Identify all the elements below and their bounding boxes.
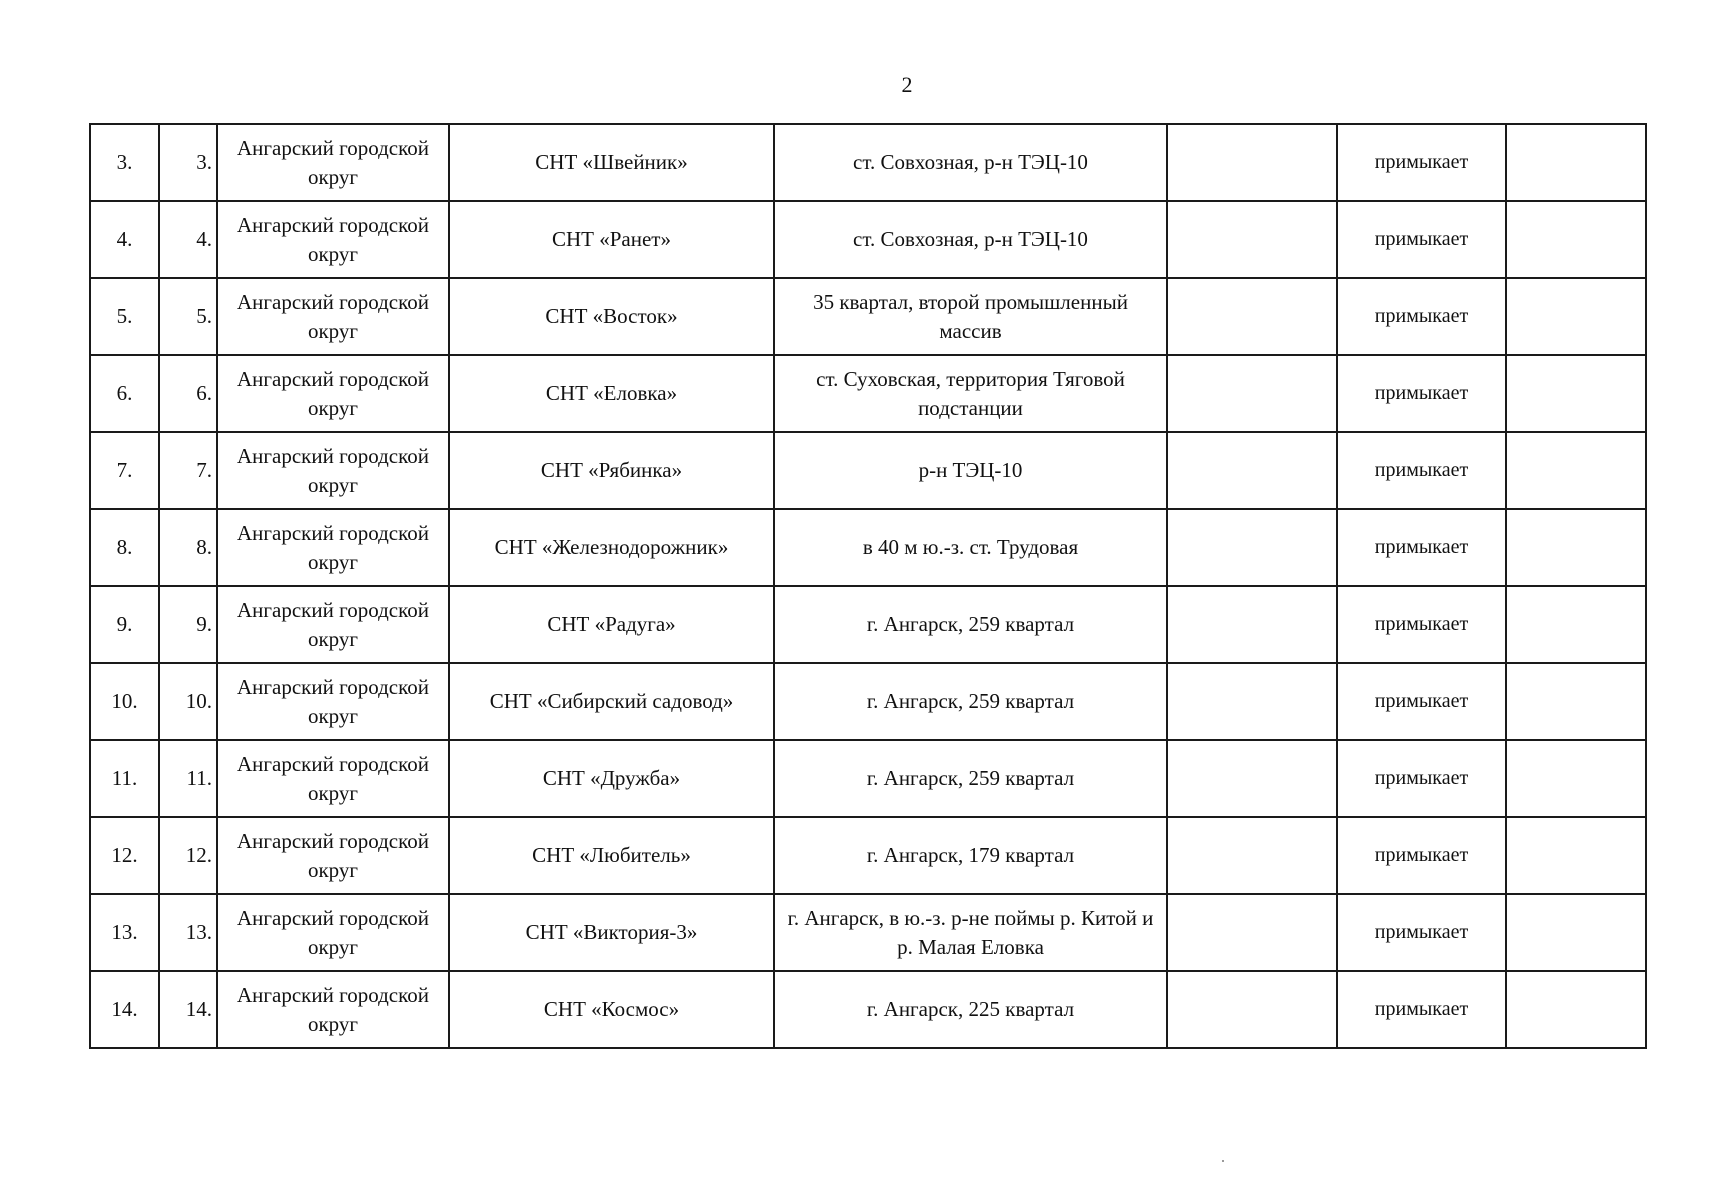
status-cell: примыкает <box>1337 663 1506 740</box>
empty-cell <box>1167 817 1337 894</box>
location-cell: 35 квартал, второй промышленный массив <box>774 278 1167 355</box>
row-index-cell: 12. <box>90 817 159 894</box>
note-cell <box>1506 124 1646 201</box>
district-cell: Ангарский городской округ <box>217 509 449 586</box>
location-cell: г. Ангарск, 259 квартал <box>774 586 1167 663</box>
row-subindex-cell: 14. <box>159 971 217 1048</box>
location-cell: г. Ангарск, 259 квартал <box>774 740 1167 817</box>
row-subindex-cell: 5. <box>159 278 217 355</box>
district-cell: Ангарский городской округ <box>217 817 449 894</box>
table-row <box>90 817 1646 894</box>
row-index-cell: 4. <box>90 201 159 278</box>
note-cell <box>1506 201 1646 278</box>
location-cell: ст. Совхозная, р-н ТЭЦ-10 <box>774 124 1167 201</box>
page-number: 2 <box>901 72 913 97</box>
row-subindex-cell: 9. <box>159 586 217 663</box>
status-cell: примыкает <box>1337 355 1506 432</box>
organization-name-cell: СНТ «Железнодорожник» <box>449 509 774 586</box>
scan-speck <box>1222 1160 1224 1162</box>
table-row <box>90 663 1646 740</box>
location-cell: г. Ангарск, 259 квартал <box>774 663 1167 740</box>
status-cell: примыкает <box>1337 509 1506 586</box>
empty-cell <box>1167 201 1337 278</box>
location-cell: р-н ТЭЦ-10 <box>774 432 1167 509</box>
organization-name-cell: СНТ «Еловка» <box>449 355 774 432</box>
location-cell: ст. Совхозная, р-н ТЭЦ-10 <box>774 201 1167 278</box>
empty-cell <box>1167 663 1337 740</box>
note-cell <box>1506 509 1646 586</box>
empty-cell <box>1167 740 1337 817</box>
row-index-cell: 9. <box>90 586 159 663</box>
organization-name-cell: СНТ «Швейник» <box>449 124 774 201</box>
status-cell: примыкает <box>1337 971 1506 1048</box>
status-cell: примыкает <box>1337 201 1506 278</box>
district-cell: Ангарский городской округ <box>217 971 449 1048</box>
note-cell <box>1506 663 1646 740</box>
status-cell: примыкает <box>1337 586 1506 663</box>
row-index-cell: 10. <box>90 663 159 740</box>
district-cell: Ангарский городской округ <box>217 124 449 201</box>
table-row <box>90 355 1646 432</box>
row-subindex-cell: 13. <box>159 894 217 971</box>
row-index-cell: 6. <box>90 355 159 432</box>
row-index-cell: 3. <box>90 124 159 201</box>
row-subindex-cell: 3. <box>159 124 217 201</box>
district-cell: Ангарский городской округ <box>217 201 449 278</box>
table-row <box>90 278 1646 355</box>
row-subindex-cell: 7. <box>159 432 217 509</box>
note-cell <box>1506 894 1646 971</box>
table-row <box>90 432 1646 509</box>
row-index-cell: 14. <box>90 971 159 1048</box>
table-row <box>90 971 1646 1048</box>
status-cell: примыкает <box>1337 432 1506 509</box>
status-cell: примыкает <box>1337 124 1506 201</box>
district-cell: Ангарский городской округ <box>217 894 449 971</box>
row-index-cell: 8. <box>90 509 159 586</box>
location-cell: ст. Суховская, территория Тяговой подстанции <box>774 355 1167 432</box>
table-row <box>90 740 1646 817</box>
note-cell <box>1506 740 1646 817</box>
note-cell <box>1506 432 1646 509</box>
organization-name-cell: СНТ «Восток» <box>449 278 774 355</box>
location-cell: г. Ангарск, 225 квартал <box>774 971 1167 1048</box>
row-subindex-cell: 11. <box>159 740 217 817</box>
row-subindex-cell: 10. <box>159 663 217 740</box>
organization-name-cell: СНТ «Радуга» <box>449 586 774 663</box>
row-subindex-cell: 12. <box>159 817 217 894</box>
empty-cell <box>1167 509 1337 586</box>
district-cell: Ангарский городской округ <box>217 586 449 663</box>
row-index-cell: 5. <box>90 278 159 355</box>
district-cell: Ангарский городской округ <box>217 355 449 432</box>
note-cell <box>1506 971 1646 1048</box>
status-cell: примыкает <box>1337 740 1506 817</box>
empty-cell <box>1167 124 1337 201</box>
district-cell: Ангарский городской округ <box>217 278 449 355</box>
organization-name-cell: СНТ «Рябинка» <box>449 432 774 509</box>
empty-cell <box>1167 894 1337 971</box>
organization-name-cell: СНТ «Ранет» <box>449 201 774 278</box>
location-cell: г. Ангарск, 179 квартал <box>774 817 1167 894</box>
row-subindex-cell: 4. <box>159 201 217 278</box>
empty-cell <box>1167 971 1337 1048</box>
table-row <box>90 201 1646 278</box>
district-cell: Ангарский городской округ <box>217 740 449 817</box>
note-cell <box>1506 817 1646 894</box>
table-row <box>90 509 1646 586</box>
row-index-cell: 13. <box>90 894 159 971</box>
empty-cell <box>1167 278 1337 355</box>
note-cell <box>1506 586 1646 663</box>
location-cell: г. Ангарск, в ю.-з. р-не поймы р. Китой и р. Малая Еловка <box>774 894 1167 971</box>
note-cell <box>1506 278 1646 355</box>
row-subindex-cell: 6. <box>159 355 217 432</box>
table-row <box>90 586 1646 663</box>
organization-name-cell: СНТ «Дружба» <box>449 740 774 817</box>
district-cell: Ангарский городской округ <box>217 663 449 740</box>
table-row <box>90 894 1646 971</box>
status-cell: примыкает <box>1337 817 1506 894</box>
note-cell <box>1506 355 1646 432</box>
organization-name-cell: СНТ «Космос» <box>449 971 774 1048</box>
status-cell: примыкает <box>1337 278 1506 355</box>
row-index-cell: 7. <box>90 432 159 509</box>
empty-cell <box>1167 432 1337 509</box>
empty-cell <box>1167 355 1337 432</box>
organization-name-cell: СНТ «Сибирский садовод» <box>449 663 774 740</box>
status-cell: примыкает <box>1337 894 1506 971</box>
registry-table <box>89 123 1647 1049</box>
district-cell: Ангарский городской округ <box>217 432 449 509</box>
table-row <box>90 124 1646 201</box>
row-index-cell: 11. <box>90 740 159 817</box>
organization-name-cell: СНТ «Виктория-3» <box>449 894 774 971</box>
table-body <box>90 124 1646 1048</box>
organization-name-cell: СНТ «Любитель» <box>449 817 774 894</box>
empty-cell <box>1167 586 1337 663</box>
row-subindex-cell: 8. <box>159 509 217 586</box>
location-cell: в 40 м ю.-з. ст. Трудовая <box>774 509 1167 586</box>
